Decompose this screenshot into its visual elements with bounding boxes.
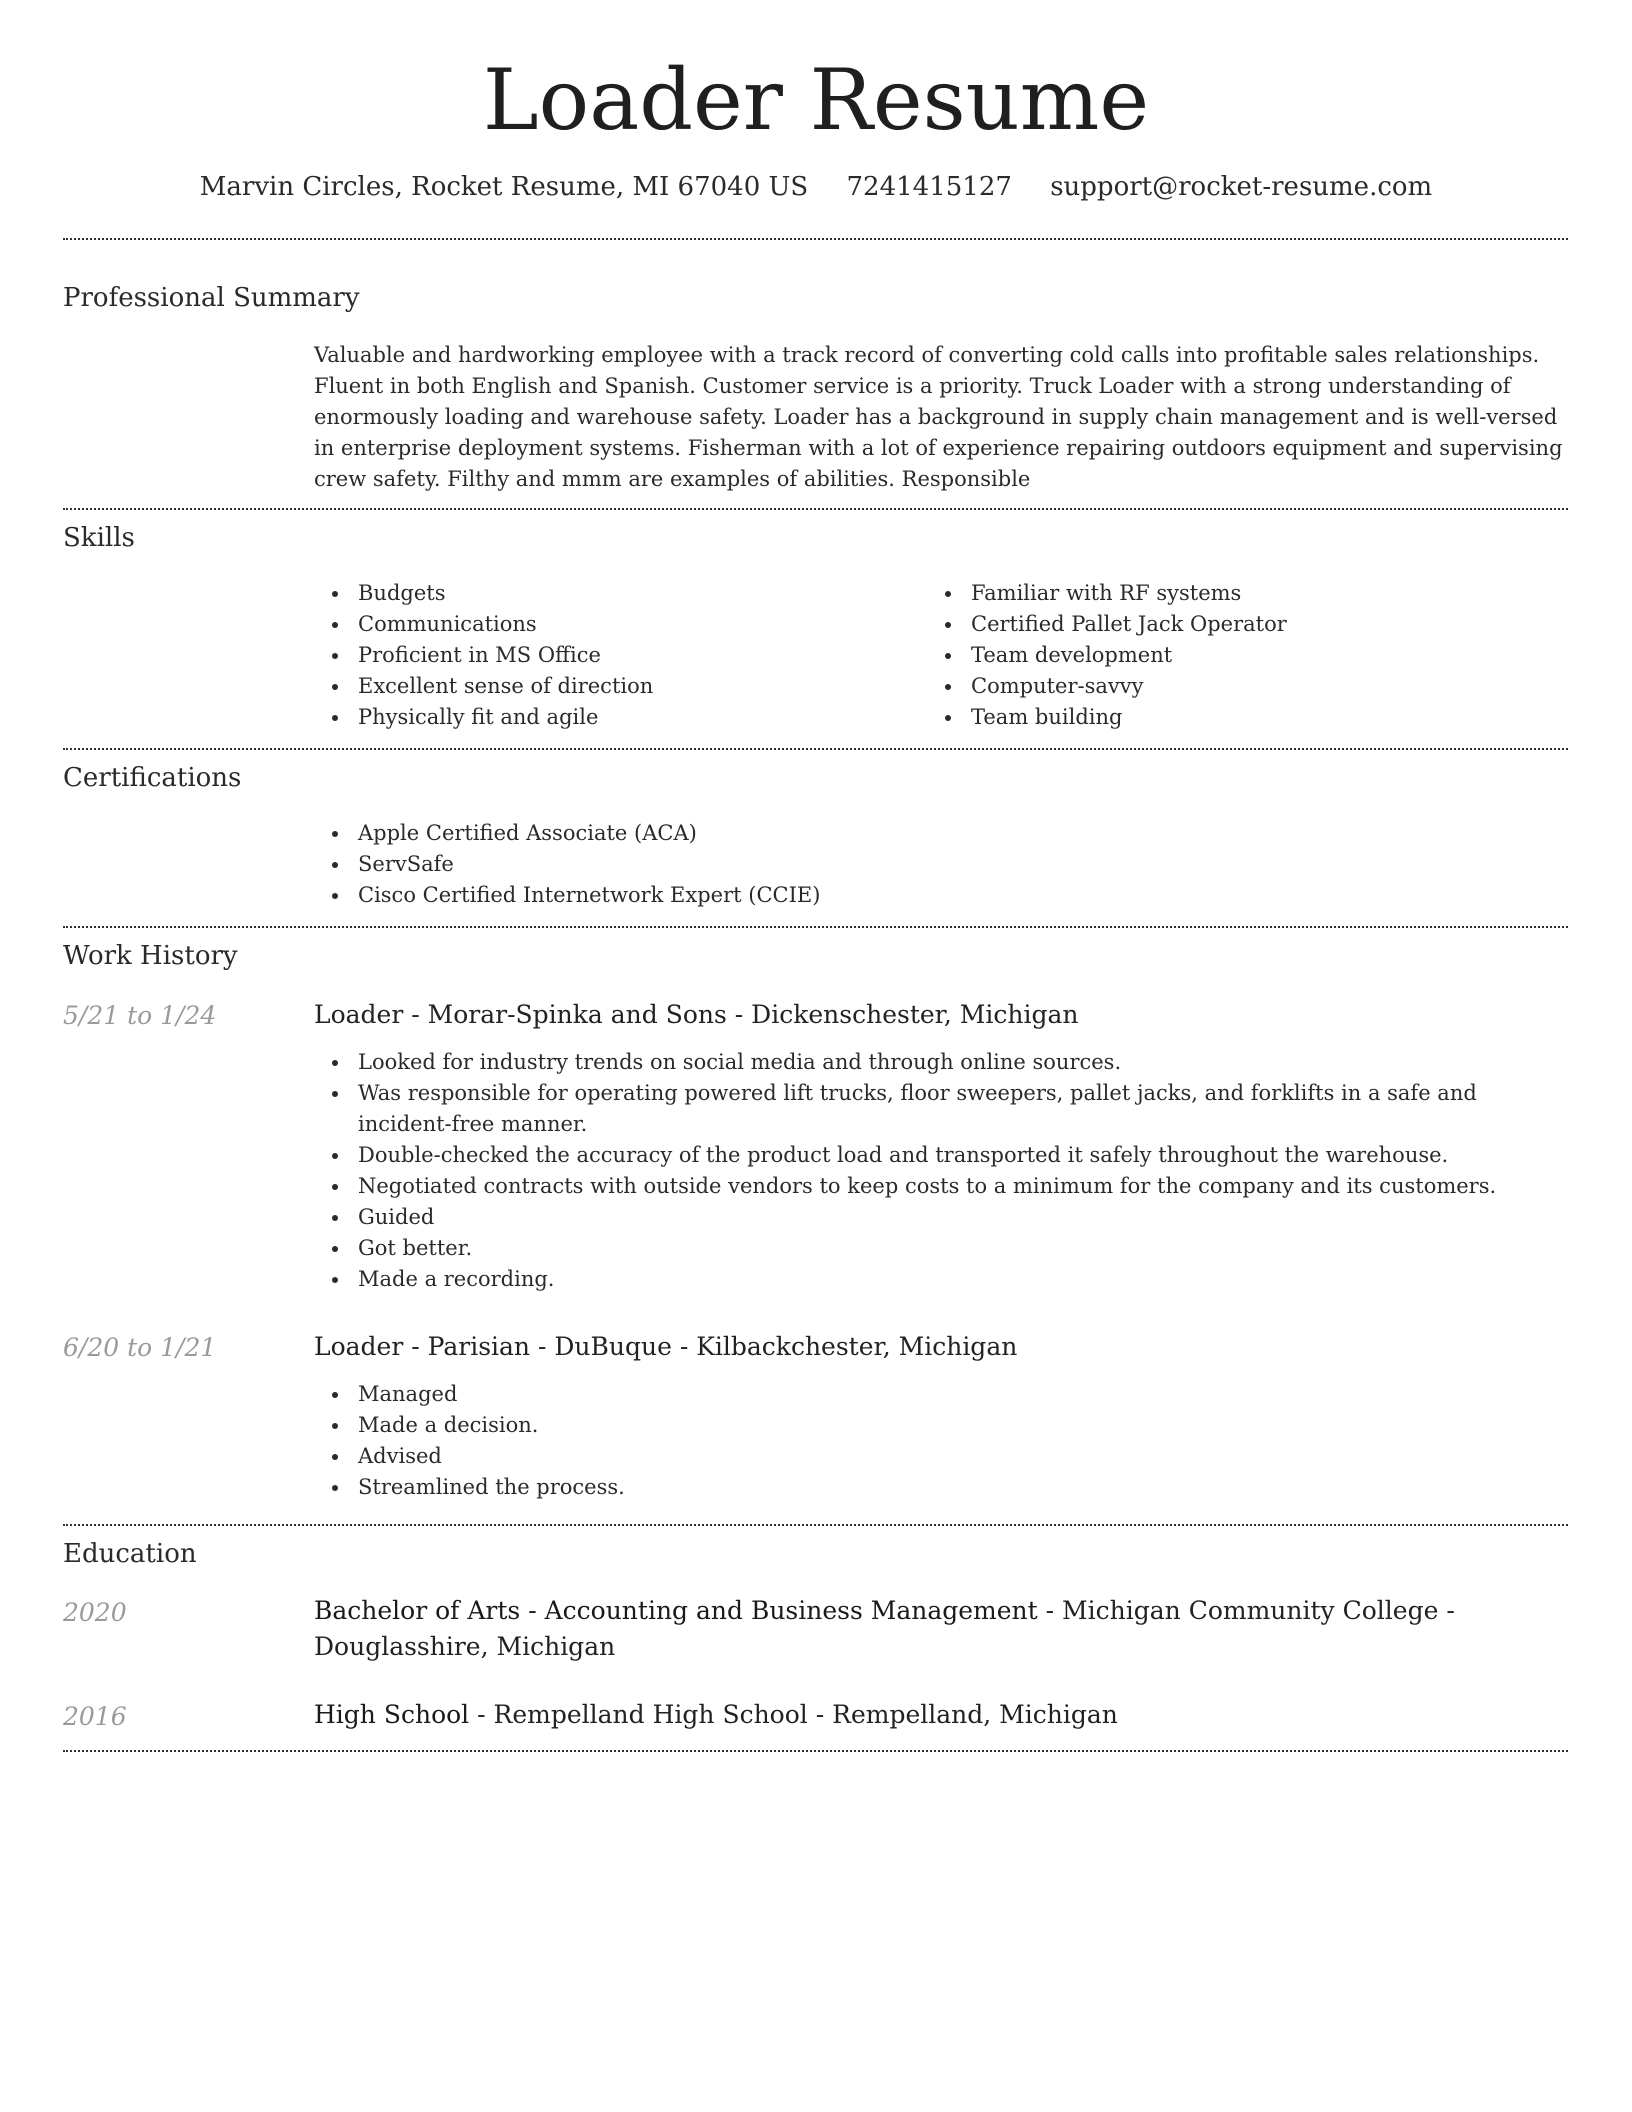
contact-phone: 7241415127 [846, 172, 1012, 202]
certification-item: ServSafe [358, 849, 1568, 880]
divider [63, 1524, 1568, 1526]
education-entry [314, 1697, 1568, 1733]
job-bullet: Double-checked the accuracy of the product load and transported it safely throughout the warehouse. [358, 1140, 1568, 1171]
certification-item: Cisco Certified Internetwork Expert (CCIE) [358, 880, 1568, 911]
skill-item: Physically fit and agile [358, 702, 914, 733]
skill-item: Computer-savvy [971, 671, 1567, 702]
skill-item: Familiar with RF systems [971, 578, 1567, 609]
job-dates: 6/20 to 1/21 [63, 1333, 217, 1362]
skill-item: Excellent sense of direction [358, 671, 914, 702]
contact-address: Marvin Circles, Rocket Resume, MI 67040 US [199, 172, 809, 202]
skills-column-right [927, 578, 1567, 733]
summary-block [314, 340, 1568, 495]
divider [63, 748, 1568, 750]
job-bullet: Guided [358, 1202, 1568, 1233]
job-bullet: Managed [358, 1379, 1568, 1410]
contact-email: support@rocket-resume.com [1050, 172, 1433, 202]
resume-title: Loader Resume [482, 51, 1150, 149]
job-bullet: Was responsible for operating powered lift trucks, floor sweepers, pallet jacks, and forklifts in a safe and incident-free manner. [358, 1078, 1568, 1140]
job-bullet: Advised [358, 1441, 1568, 1472]
education-entry [314, 1593, 1568, 1665]
skill-item: Certified Pallet Jack Operator [971, 609, 1567, 640]
job-bullet: Looked for industry trends on social media and through online sources. [358, 1047, 1568, 1078]
job-bullet: Made a recording. [358, 1264, 1568, 1295]
job-title: Loader - Parisian - DuBuque - Kilbackchester, Michigan [314, 1332, 1018, 1361]
skill-item: Communications [358, 609, 914, 640]
education-year: 2020 [63, 1598, 127, 1627]
skills-column-left [314, 578, 914, 733]
divider [63, 238, 1568, 240]
job-title: Loader - Morar-Spinka and Sons - Dickenschester, Michigan [314, 1000, 1079, 1029]
certifications-block [314, 818, 1568, 911]
divider [63, 508, 1568, 510]
contact-line [0, 169, 1632, 205]
job-bullets [314, 1047, 1568, 1295]
section-heading-skills: Skills [63, 523, 135, 553]
certification-item: Apple Certified Associate (ACA) [358, 818, 1568, 849]
job-bullet: Streamlined the process. [358, 1472, 1568, 1503]
summary-text: Valuable and hardworking employee with a track record of converting cold calls into profitable sales relationships. Fluent in both English and Spanish. Customer service is a priority. Truck Loader with a strong understanding of enormously loading and warehouse safety. Loader has a background in supply chain management and is well-versed in enterprise deployment systems. Fisherman with a lot of experience repairing outdoors equipment and supervising crew safety. Filthy and mmm are examples of abilities. Responsible [314, 343, 1563, 491]
job-bullet: Negotiated contracts with outside vendors to keep costs to a minimum for the company and its customers. [358, 1171, 1568, 1202]
skill-item: Team development [971, 640, 1567, 671]
section-heading-education: Education [63, 1539, 197, 1569]
skill-item: Team building [971, 702, 1567, 733]
section-heading-summary: Professional Summary [63, 283, 360, 313]
education-degree: High School [314, 1700, 470, 1729]
job-bullets [314, 1379, 1568, 1503]
education-details: - Rempelland High School - Rempelland, Michigan [469, 1700, 1118, 1729]
section-heading-certifications: Certifications [63, 763, 242, 793]
skill-item: Budgets [358, 578, 914, 609]
job-dates: 5/21 to 1/24 [63, 1001, 217, 1030]
divider [63, 1750, 1568, 1752]
education-details: - Michigan Community College - Douglasshire, Michigan [314, 1596, 1455, 1661]
job-bullet: Made a decision. [358, 1410, 1568, 1441]
divider [63, 926, 1568, 928]
section-heading-work-history: Work History [63, 941, 238, 971]
skill-item: Proficient in MS Office [358, 640, 914, 671]
education-degree: Bachelor of Arts - Accounting and Business Management [314, 1596, 1038, 1625]
job-bullet: Got better. [358, 1233, 1568, 1264]
education-year: 2016 [63, 1702, 127, 1731]
